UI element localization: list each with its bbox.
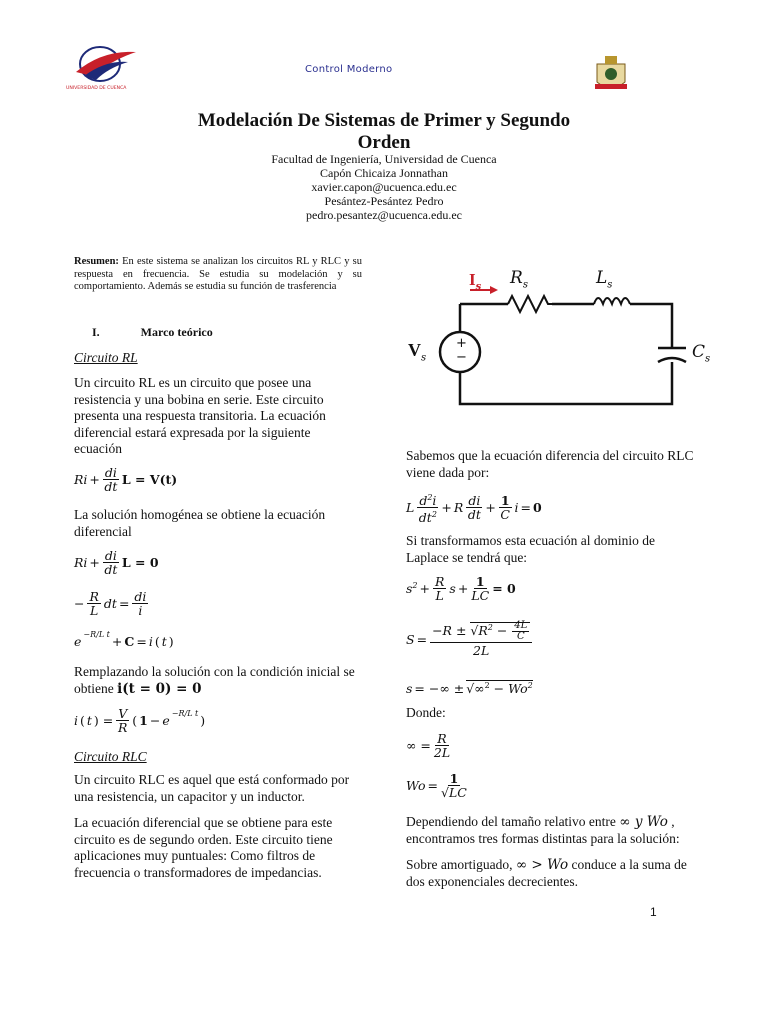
label-is: I [469, 270, 476, 289]
paragraph-overdamped [406, 857, 698, 890]
equation-separated: − $\frac{R}{L}$ dt = $\frac{di}{i}$ [74, 589, 147, 618]
label-rs-sub: s [522, 279, 528, 291]
label-cs: C [692, 342, 706, 362]
faculty-crest-icon [591, 52, 631, 96]
paragraph-rlc-intro: Un circuito RLC es aquel que está conformado por una resistencia, un capacitor y un inductor. [74, 772, 350, 804]
equation-roots-simplified: s = −∞ ± $√\infty^2 - Wo^2$ [406, 680, 533, 697]
equation-roots: S = $-R \pm √R^2$ − $\frac{4L}{C}$ 2L [406, 620, 533, 658]
paragraph-homogeneous: La solución homogénea se obtiene la ecuación diferencial [74, 507, 326, 539]
cases-text-b: , encontramos tres formas distintas para la solución: [406, 814, 680, 846]
cases-text-a: Dependiendo del tamaño relativo entre [406, 814, 620, 829]
author-affiliation: Facultad de Ingeniería, Universidad de Cuenca [271, 152, 497, 166]
paragraph-rlc-equation: Sabemos que la ecuación diferencia del circuito RLC viene dada por: [406, 448, 694, 480]
label-cs-sub: s [705, 353, 711, 365]
equation-homogeneous: Ri + $\frac{di}{dt}$ L = 0 [74, 548, 159, 577]
capacitor-symbol [658, 348, 686, 362]
author-email-1: xavier.capon@ucuenca.edu.ec [311, 180, 457, 194]
rlc-circuit-diagram [408, 262, 712, 420]
logo-text: UNIVERSIDAD DE CUENCA [66, 86, 127, 91]
label-ls: L [596, 268, 608, 288]
equation-alpha: ∞ = $\frac{R}{2L}$ [406, 731, 451, 760]
section-heading [92, 325, 213, 340]
overdamped-text-a: Sobre amortiguado, [406, 857, 516, 872]
paragraph-rl-intro: Un circuito RL es un circuito que posee una resistencia y una bobina en serie. Este circuito presenta una respuesta transitoria. La ecuación diferencial estará expresada por la siguiente ecuación [74, 375, 326, 456]
inductor-symbol [594, 298, 630, 304]
label-ls-sub: s [607, 279, 613, 291]
equation-rlc: L $\frac{d^2i}{dt^2}$ + R $\frac{di}{dt}$ + $\frac{1}{C}$ i = 0 [406, 493, 542, 526]
equation-rl: Ri + $\frac{di}{dt}$ L = V(t) [74, 465, 178, 494]
paragraph-cases [406, 814, 698, 847]
abstract-text: En este sistema se analizan los circuitos RL y RLC y su respuesta en frecuencia. Se estudia su modelación y su comportamiento. Además se estudia su función de trasferencia [74, 256, 362, 292]
paragraph-rlc-order: La ecuación diferencial que se obtiene para este circuito es de segundo orden. Este circuito tiene aplicaciones muy puntuales: Como filtros de frecuencia o transformadores de impedancias. [74, 815, 333, 880]
equation-solution: i ( t ) = $\frac{V}{R}$ ( 1 − e −R/L t ) [74, 706, 206, 735]
author-email-2: pedro.pesantez@ucuenca.edu.ec [306, 208, 462, 222]
overdamped-symbols: ∞ > Wo [515, 857, 569, 873]
paper-title-line2: Orden [357, 132, 411, 153]
initial-condition-eq: i(t = 0) = 0 [117, 680, 202, 697]
resistor-symbol [508, 296, 552, 312]
equation-exponential: e −R/L t + C = i ( t ) [74, 630, 174, 649]
initial-condition-text: Remplazando la solución con la condición inicial se obtiene [74, 664, 355, 696]
equation-laplace: $s^2$ + $\frac{R}{L}$ s + $\frac{1}{LC}$ = 0 [406, 574, 516, 603]
subsection-rlc: Circuito RLC [74, 749, 147, 764]
overdamped-text-b: conduce a la suma de dos exponenciales decrecientes. [406, 857, 687, 889]
paper-title-line1: Modelación De Sistemas de Primer y Segundo [197, 110, 571, 131]
paragraph-initial-condition [74, 664, 360, 697]
section-number: I. [92, 325, 100, 339]
cases-symbols: ∞ y Wo [619, 814, 668, 830]
abstract-label: Resumen: [74, 256, 119, 267]
label-vs: V [408, 340, 421, 360]
abstract [74, 256, 362, 294]
author-name-1: Capón Chicaiza Jonnathan [320, 166, 448, 180]
subsection-rl: Circuito RL [74, 350, 138, 365]
label-plus: + [456, 336, 467, 351]
author-name-2: Pesántez-Pesántez Pedro [324, 194, 444, 208]
paragraph-laplace: Si transformamos esta ecuación al dominio de Laplace se tendrá que: [406, 533, 655, 565]
label-vs-sub: s [421, 352, 427, 364]
university-logo [62, 42, 148, 94]
label-rs: R [510, 268, 523, 288]
label-donde: Donde: [406, 705, 446, 720]
label-minus: − [456, 350, 467, 365]
course-header: Control Moderno [305, 64, 393, 75]
label-is-sub: s [475, 281, 482, 293]
section-title: Marco teórico [140, 325, 213, 339]
equation-omega: Wo = $\frac{1}{√LC}$ [406, 771, 467, 800]
page-number: 1 [650, 905, 657, 919]
